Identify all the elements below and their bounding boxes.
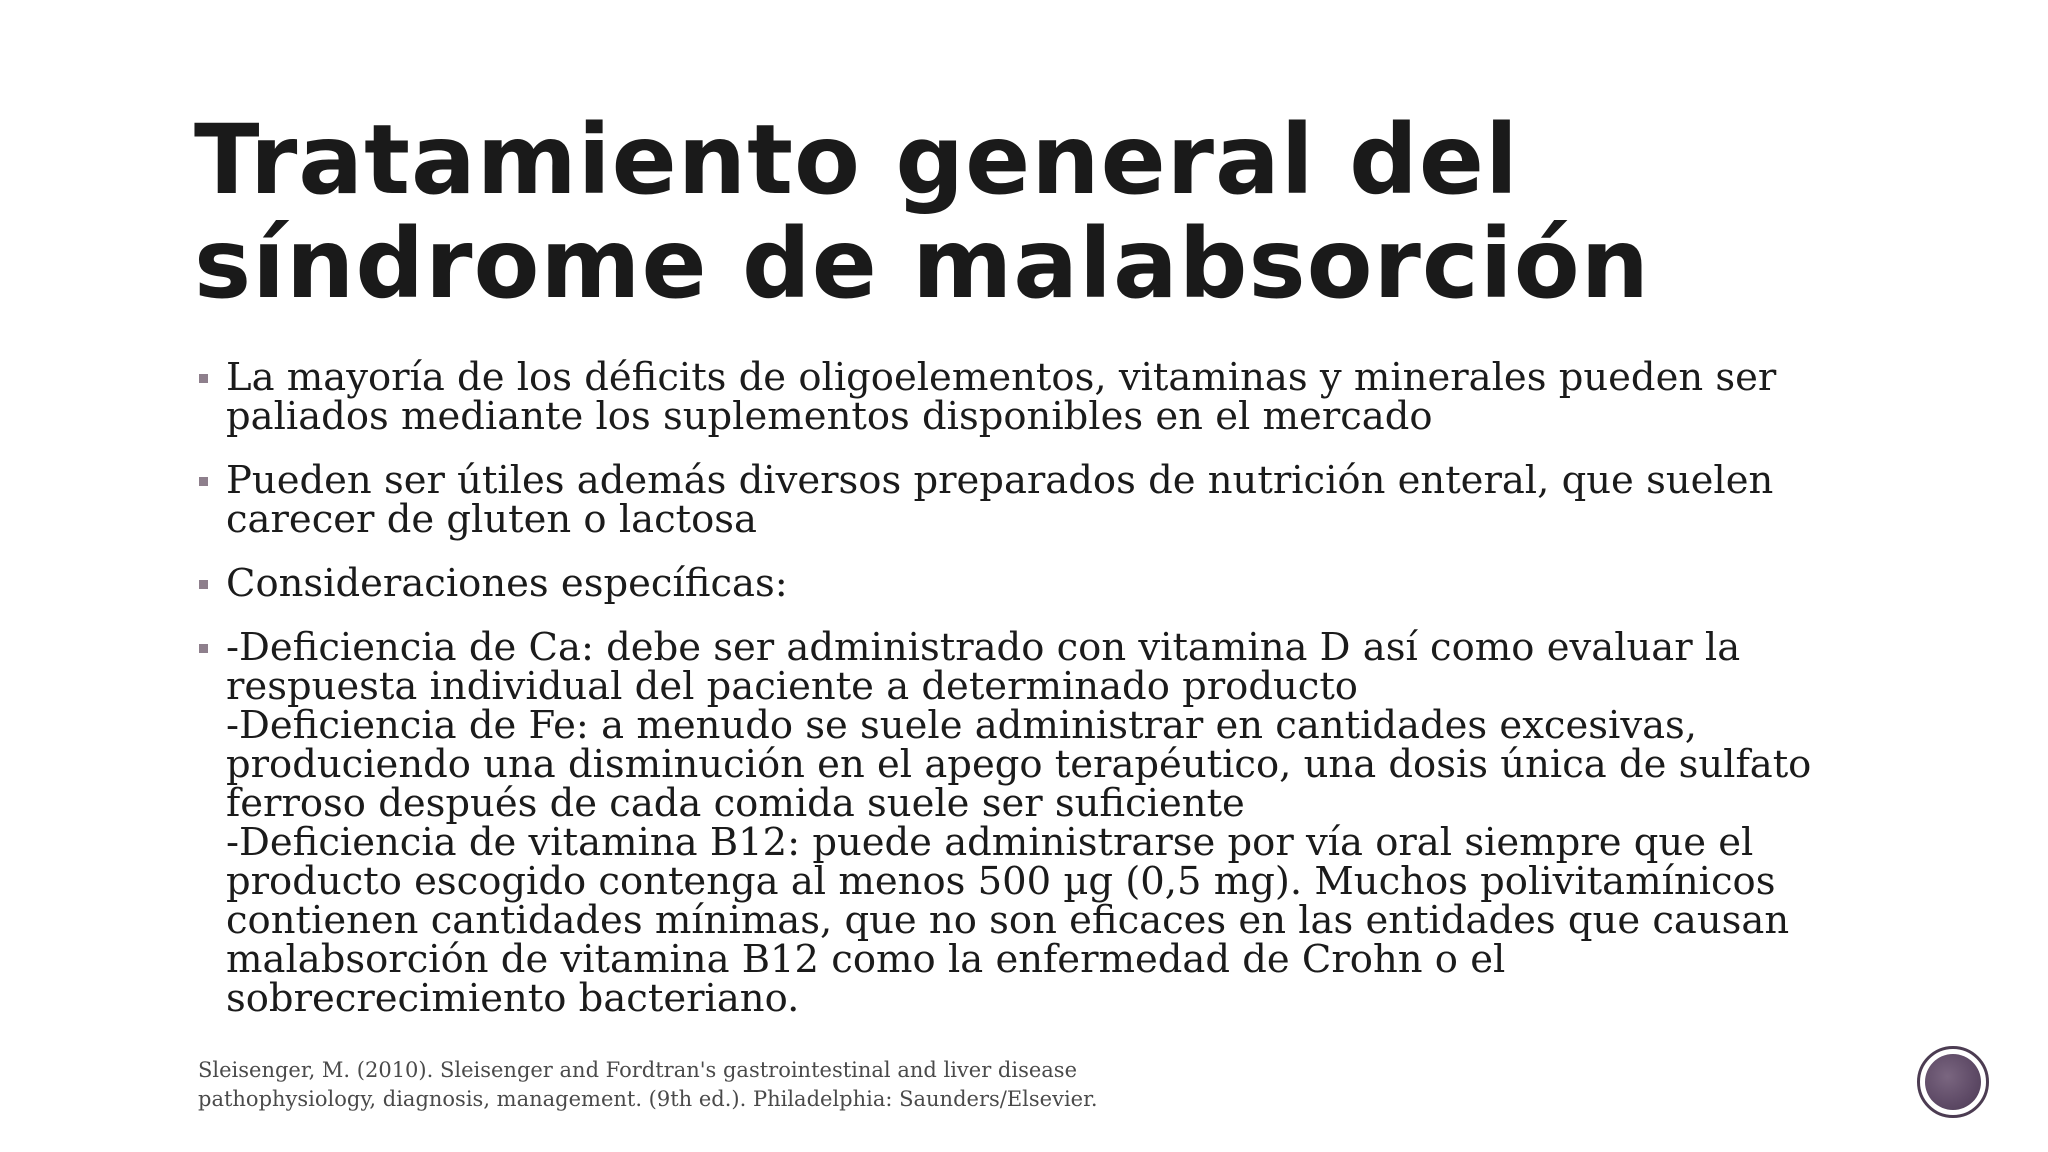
bullet-line: ferroso después de cada comida suele ser suficiente [226, 781, 1245, 826]
bullet-line: produciendo una disminución en el apego terapéutico, una dosis única de sulfato [226, 742, 1812, 787]
bullet-line: carecer de gluten o lactosa [226, 497, 758, 542]
bullet-line: sobrecrecimiento bacteriano. [226, 976, 800, 1021]
bullet-line: producto escogido contenga al menos 500 µg (0,5 mg). Muchos polivitamínicos [226, 859, 1776, 904]
bullet-item [196, 355, 1876, 439]
reference-line: Sleisenger, M. (2010). Sleisenger and Fordtran's gastrointestinal and liver disease [198, 1058, 1078, 1082]
bullet-text [226, 561, 1876, 606]
bullet-line: -Deficiencia de vitamina B12: puede administrarse por vía oral siempre que el [226, 820, 1754, 865]
bullet-line: Consideraciones específicas: [226, 561, 788, 606]
bullet-line: -Deficiencia de Ca: debe ser administrado con vitamina D así como evaluar la [226, 625, 1741, 670]
slide-nav-circle-icon[interactable] [1917, 1046, 1989, 1118]
bullet-text [226, 625, 1876, 1021]
bullet-text [226, 458, 1876, 542]
slide-title-line: síndrome de malabsorción [194, 208, 1650, 320]
bullet-square-icon [199, 477, 208, 486]
bullet-line: Pueden ser útiles además diversos preparados de nutrición enteral, que suelen [226, 458, 1774, 503]
bullet-item [196, 625, 1876, 1021]
bullet-line: paliados mediante los suplementos disponibles en el mercado [226, 394, 1433, 439]
bullet-line: malabsorción de vitamina B12 como la enfermedad de Crohn o el [226, 937, 1506, 982]
bullet-text [226, 355, 1876, 439]
bullet-line: respuesta individual del paciente a determinado producto [226, 664, 1358, 709]
bullet-item [196, 561, 1876, 606]
bullet-square-icon [199, 580, 208, 589]
bullet-line: -Deficiencia de Fe: a menudo se suele administrar en cantidades excesivas, [226, 703, 1698, 748]
bullet-line: contienen cantidades mínimas, que no son eficaces en las entidades que causan [226, 898, 1790, 943]
bullet-square-icon [199, 374, 208, 383]
slide-title [194, 104, 1894, 320]
bullet-list [196, 355, 1876, 1043]
reference-line: pathophysiology, diagnosis, management. (9th ed.). Philadelphia: Saunders/Elsevier. [198, 1087, 1098, 1111]
bullet-line: La mayoría de los déficits de oligoelementos, vitaminas y minerales pueden ser [226, 355, 1777, 400]
bullet-square-icon [199, 644, 208, 653]
slide-title-line: Tratamiento general del [194, 104, 1519, 216]
nav-circle-fill [1925, 1054, 1981, 1110]
bullet-item [196, 458, 1876, 542]
reference-citation [198, 1056, 1498, 1114]
